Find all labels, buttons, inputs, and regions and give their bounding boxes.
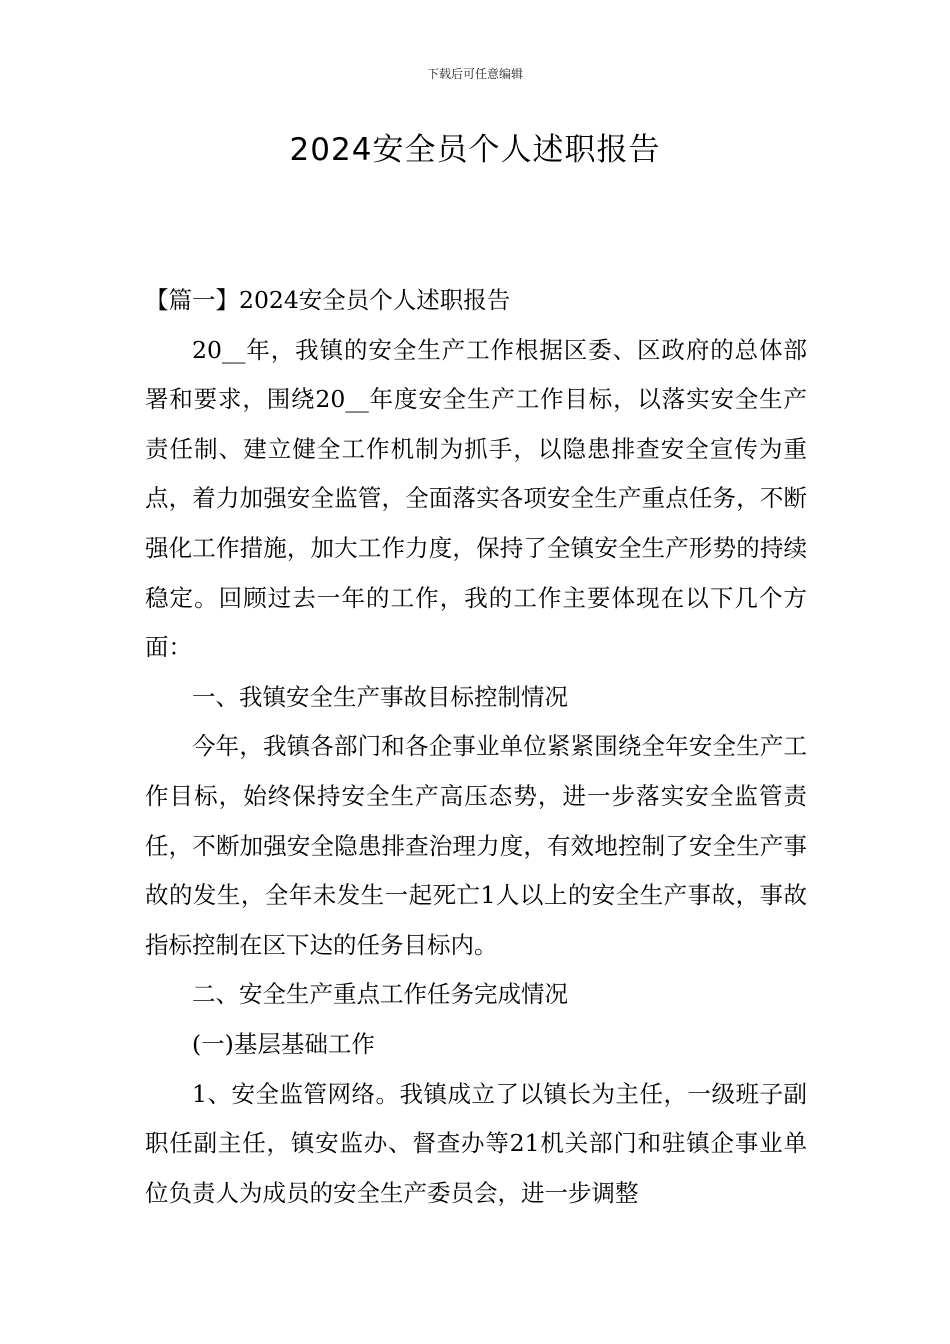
subheading-accident-control: 一、我镇安全生产事故目标控制情况 xyxy=(192,682,568,711)
section-heading: 【篇一】2024安全员个人述职报告 xyxy=(145,286,511,314)
header-note: 下载后可任意编辑 xyxy=(426,67,523,81)
document-body xyxy=(145,276,807,1218)
paragraph-supervision-network: 1、安全监管网络。我镇成立了以镇长为主任，一级班子副职任副主任，镇安监办、督查办等21机关部门和驻镇企事业单位负责人为成员的安全生产委员会，进一步调整 xyxy=(145,1079,807,1207)
subheading-grassroots-work: (一)基层基础工作 xyxy=(192,1029,375,1058)
subheading-key-tasks: 二、安全生产重点工作任务完成情况 xyxy=(192,980,568,1009)
paragraph-accident-control: 今年，我镇各部门和各企事业单位紧紧围绕全年安全生产工作目标，始终保持安全生产高压态势，进一步落实安全监管责任，不断加强安全隐患排查治理力度，有效地控制了安全生产事故的发生，全年未发生一起死亡1人以上的安全生产事故，事故指标控制在区下达的任务目标内。 xyxy=(145,732,807,959)
document-title: 2024安全员个人述职报告 xyxy=(289,132,661,168)
paragraph-intro: 20__年，我镇的安全生产工作根据区委、区政府的总体部署和要求，围绕20__年度安全生产工作目标，以落实安全生产责任制、建立健全工作机制为抓手，以隐患排查安全宣传为重点，着力加强安全监管，全面落实各项安全生产重点任务，不断强化工作措施，加大工作力度，保持了全镇安全生产形势的持续稳定。回顾过去一年的工作，我的工作主要体现在以下几个方面： xyxy=(145,335,807,662)
